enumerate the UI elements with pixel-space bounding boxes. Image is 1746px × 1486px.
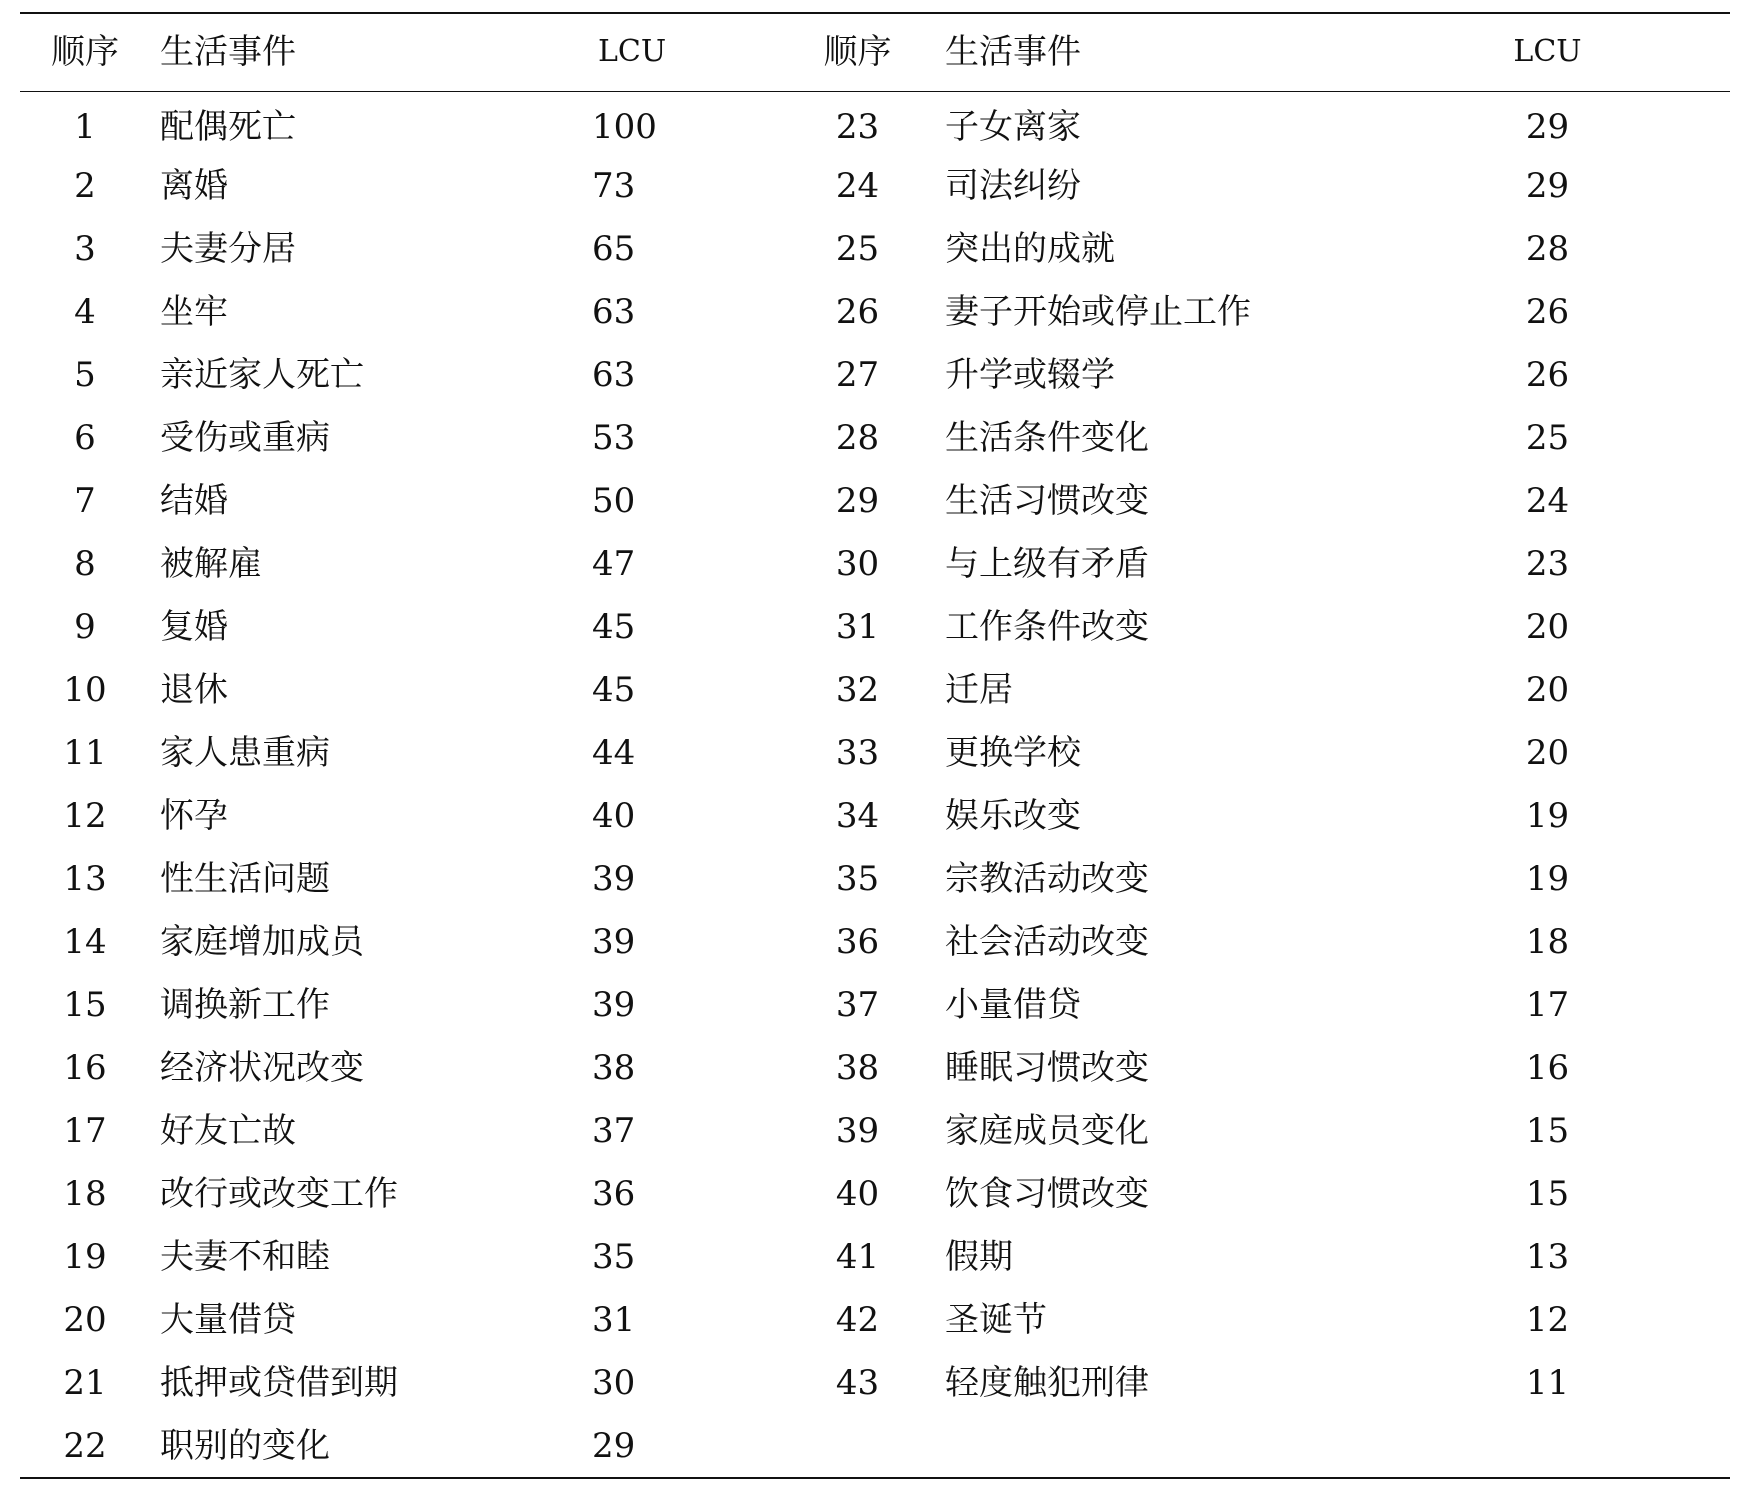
event-cell: 结婚 bbox=[160, 480, 228, 521]
lcu-cell-2: 26 bbox=[1525, 354, 1570, 395]
lcu-cell: 47 bbox=[592, 543, 636, 584]
event-cell: 怀孕 bbox=[160, 795, 228, 836]
header-order: 顺序 bbox=[51, 32, 119, 73]
order-cell: 7 bbox=[74, 480, 96, 521]
table-header bbox=[20, 14, 1730, 91]
event-cell-2: 突出的成就 bbox=[945, 228, 1115, 269]
order-cell: 22 bbox=[63, 1425, 107, 1466]
order-cell: 11 bbox=[63, 732, 107, 773]
event-cell: 亲近家人死亡 bbox=[160, 354, 364, 395]
lcu-cell-2: 29 bbox=[1525, 106, 1570, 147]
order-cell: 15 bbox=[63, 984, 107, 1025]
event-cell-2: 工作条件改变 bbox=[945, 606, 1149, 647]
event-cell: 调换新工作 bbox=[160, 984, 330, 1025]
order-cell: 20 bbox=[63, 1299, 107, 1340]
lcu-cell: 53 bbox=[592, 417, 636, 458]
event-cell-2: 小量借贷 bbox=[945, 984, 1081, 1025]
table-row bbox=[20, 1414, 1730, 1477]
event-cell-2: 宗教活动改变 bbox=[945, 858, 1149, 899]
table-row bbox=[20, 217, 1730, 280]
header-row bbox=[20, 14, 1730, 91]
order-cell-2: 29 bbox=[835, 480, 880, 521]
event-cell-2: 迁居 bbox=[945, 669, 1013, 710]
lcu-cell-2 bbox=[1365, 1414, 1730, 1477]
order-cell-2: 23 bbox=[835, 106, 880, 147]
lcu-cell: 45 bbox=[592, 606, 636, 647]
event-cell-2: 睡眠习惯改变 bbox=[945, 1047, 1149, 1088]
table-row bbox=[20, 658, 1730, 721]
order-cell: 19 bbox=[63, 1236, 107, 1277]
table-row bbox=[20, 154, 1730, 217]
lcu-cell: 44 bbox=[592, 732, 636, 773]
order-cell-2: 28 bbox=[835, 417, 880, 458]
lcu-cell: 73 bbox=[592, 165, 636, 206]
table-body bbox=[20, 91, 1730, 1477]
table-row bbox=[20, 469, 1730, 532]
lcu-cell: 39 bbox=[592, 984, 636, 1025]
lcu-cell-2: 19 bbox=[1525, 858, 1570, 899]
lcu-cell: 35 bbox=[592, 1236, 636, 1277]
order-cell: 9 bbox=[74, 606, 96, 647]
header-event-2: 生活事件 bbox=[945, 32, 1081, 73]
order-cell: 6 bbox=[74, 417, 96, 458]
lcu-cell-2: 11 bbox=[1525, 1362, 1570, 1403]
header-order-2: 顺序 bbox=[823, 32, 892, 73]
event-cell-2: 更换学校 bbox=[945, 732, 1081, 773]
lcu-cell-2: 15 bbox=[1525, 1110, 1570, 1151]
order-cell-2: 27 bbox=[835, 354, 880, 395]
order-cell: 13 bbox=[63, 858, 107, 899]
event-cell-2: 升学或辍学 bbox=[945, 354, 1115, 395]
order-cell-2: 40 bbox=[835, 1173, 880, 1214]
event-cell: 受伤或重病 bbox=[160, 417, 330, 458]
order-cell-2: 38 bbox=[835, 1047, 880, 1088]
lcu-cell: 30 bbox=[592, 1362, 636, 1403]
table-row bbox=[20, 595, 1730, 658]
header-lcu: LCU bbox=[598, 34, 667, 70]
event-cell: 离婚 bbox=[160, 165, 228, 206]
table-row bbox=[20, 1225, 1730, 1288]
event-cell: 职别的变化 bbox=[160, 1425, 330, 1466]
event-cell: 坐牢 bbox=[160, 291, 228, 332]
order-cell: 8 bbox=[74, 543, 96, 584]
table-row bbox=[20, 721, 1730, 784]
event-cell-2: 圣诞节 bbox=[945, 1299, 1047, 1340]
lcu-cell-2: 20 bbox=[1525, 669, 1570, 710]
table-row bbox=[20, 532, 1730, 595]
order-cell: 17 bbox=[63, 1110, 107, 1151]
lcu-cell: 40 bbox=[592, 795, 636, 836]
lcu-cell-2: 26 bbox=[1525, 291, 1570, 332]
event-cell: 好友亡故 bbox=[160, 1110, 296, 1151]
order-cell-2: 35 bbox=[835, 858, 880, 899]
lcu-cell-2: 29 bbox=[1525, 165, 1570, 206]
event-cell-2: 轻度触犯刑律 bbox=[945, 1362, 1149, 1403]
event-cell-2: 司法纠纷 bbox=[945, 165, 1081, 206]
order-cell: 14 bbox=[63, 921, 107, 962]
life-events-table bbox=[20, 14, 1730, 1477]
table-row bbox=[20, 847, 1730, 910]
lcu-cell-2: 28 bbox=[1525, 228, 1570, 269]
lcu-cell-2: 19 bbox=[1525, 795, 1570, 836]
table-row bbox=[20, 280, 1730, 343]
lcu-cell: 63 bbox=[592, 354, 636, 395]
event-cell-2: 家庭成员变化 bbox=[945, 1110, 1149, 1151]
header-lcu-2: LCU bbox=[1513, 34, 1582, 70]
order-cell-2: 30 bbox=[835, 543, 880, 584]
life-events-table-container bbox=[20, 12, 1730, 1479]
order-cell-2: 33 bbox=[835, 732, 880, 773]
lcu-cell-2: 16 bbox=[1525, 1047, 1570, 1088]
order-cell-2: 43 bbox=[835, 1362, 880, 1403]
lcu-cell-2: 12 bbox=[1525, 1299, 1570, 1340]
lcu-cell-2: 20 bbox=[1525, 606, 1570, 647]
order-cell: 4 bbox=[74, 291, 96, 332]
event-cell: 被解雇 bbox=[160, 543, 262, 584]
lcu-cell-2: 23 bbox=[1525, 543, 1570, 584]
order-cell: 5 bbox=[74, 354, 96, 395]
lcu-cell-2: 13 bbox=[1525, 1236, 1570, 1277]
event-cell: 夫妻不和睦 bbox=[160, 1236, 330, 1277]
order-cell: 21 bbox=[63, 1362, 107, 1403]
lcu-cell-2: 17 bbox=[1525, 984, 1570, 1025]
table-row bbox=[20, 91, 1730, 154]
lcu-cell: 45 bbox=[592, 669, 636, 710]
event-cell: 改行或改变工作 bbox=[160, 1173, 398, 1214]
lcu-cell: 29 bbox=[592, 1425, 636, 1466]
table-row bbox=[20, 910, 1730, 973]
order-cell: 16 bbox=[63, 1047, 107, 1088]
event-cell: 大量借贷 bbox=[160, 1299, 296, 1340]
order-cell: 2 bbox=[74, 165, 96, 206]
order-cell-2: 37 bbox=[835, 984, 880, 1025]
lcu-cell: 50 bbox=[592, 480, 636, 521]
order-cell-2: 41 bbox=[835, 1236, 880, 1277]
order-cell-2: 34 bbox=[835, 795, 880, 836]
lcu-cell-2: 15 bbox=[1525, 1173, 1570, 1214]
lcu-cell: 65 bbox=[592, 228, 636, 269]
order-cell-2: 36 bbox=[835, 921, 880, 962]
header-event: 生活事件 bbox=[160, 32, 296, 73]
event-cell: 经济状况改变 bbox=[160, 1047, 364, 1088]
order-cell-2: 31 bbox=[835, 606, 880, 647]
lcu-cell-2: 18 bbox=[1525, 921, 1570, 962]
table-row bbox=[20, 973, 1730, 1036]
event-cell: 家人患重病 bbox=[160, 732, 330, 773]
lcu-cell: 100 bbox=[592, 106, 657, 147]
order-cell-2 bbox=[780, 1414, 935, 1477]
order-cell: 10 bbox=[63, 669, 107, 710]
table-row bbox=[20, 1036, 1730, 1099]
table-row bbox=[20, 1351, 1730, 1414]
lcu-cell: 39 bbox=[592, 921, 636, 962]
event-cell-2: 与上级有矛盾 bbox=[945, 543, 1149, 584]
lcu-cell-2: 20 bbox=[1525, 732, 1570, 773]
event-cell: 抵押或贷借到期 bbox=[160, 1362, 398, 1403]
table-row bbox=[20, 1099, 1730, 1162]
lcu-cell: 36 bbox=[592, 1173, 636, 1214]
order-cell-2: 25 bbox=[835, 228, 880, 269]
table-row bbox=[20, 343, 1730, 406]
lcu-cell-2: 25 bbox=[1525, 417, 1570, 458]
event-cell: 配偶死亡 bbox=[160, 106, 296, 147]
order-cell: 18 bbox=[63, 1173, 107, 1214]
lcu-cell: 37 bbox=[592, 1110, 636, 1151]
event-cell-2: 社会活动改变 bbox=[945, 921, 1149, 962]
event-cell-2: 娱乐改变 bbox=[945, 795, 1081, 836]
order-cell-2: 39 bbox=[835, 1110, 880, 1151]
lcu-cell: 63 bbox=[592, 291, 636, 332]
table-row bbox=[20, 1288, 1730, 1351]
order-cell: 3 bbox=[74, 228, 96, 269]
event-cell-2: 饮食习惯改变 bbox=[945, 1173, 1149, 1214]
table-row bbox=[20, 1162, 1730, 1225]
event-cell-2: 妻子开始或停止工作 bbox=[945, 291, 1251, 332]
order-cell-2: 26 bbox=[835, 291, 880, 332]
order-cell-2: 24 bbox=[835, 165, 880, 206]
event-cell-2: 生活条件变化 bbox=[945, 417, 1149, 458]
table-row bbox=[20, 784, 1730, 847]
order-cell: 1 bbox=[74, 106, 96, 147]
order-cell: 12 bbox=[63, 795, 107, 836]
lcu-cell: 38 bbox=[592, 1047, 636, 1088]
event-cell-2: 假期 bbox=[945, 1236, 1013, 1277]
lcu-cell: 31 bbox=[592, 1299, 636, 1340]
event-cell: 家庭增加成员 bbox=[160, 921, 364, 962]
event-cell-2: 子女离家 bbox=[945, 106, 1081, 147]
event-cell: 退休 bbox=[160, 669, 228, 710]
event-cell: 复婚 bbox=[160, 606, 228, 647]
event-cell-2: 生活习惯改变 bbox=[945, 480, 1149, 521]
table-row bbox=[20, 406, 1730, 469]
lcu-cell: 39 bbox=[592, 858, 636, 899]
order-cell-2: 42 bbox=[835, 1299, 880, 1340]
lcu-cell-2: 24 bbox=[1525, 480, 1570, 521]
order-cell-2: 32 bbox=[835, 669, 880, 710]
event-cell: 夫妻分居 bbox=[160, 228, 296, 269]
event-cell: 性生活问题 bbox=[160, 858, 330, 899]
event-cell-2 bbox=[935, 1414, 1365, 1477]
